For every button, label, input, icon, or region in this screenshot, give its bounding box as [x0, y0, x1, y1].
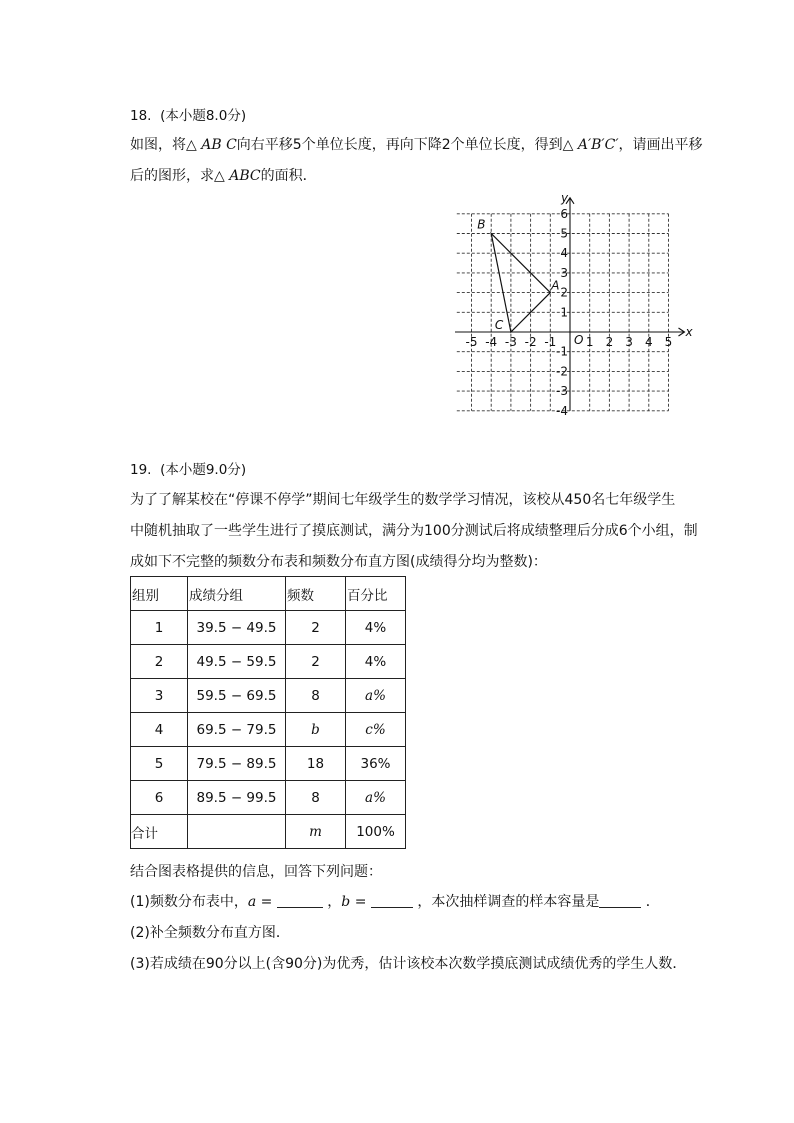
- q18-text1a: 如图，将: [130, 137, 186, 153]
- table-header-cell: 频数: [286, 577, 346, 611]
- table-cell: 8: [286, 781, 346, 815]
- table-cell: 4%: [346, 645, 406, 679]
- q18-abc2: A′B′C′: [577, 137, 619, 153]
- table-cell: 2: [286, 645, 346, 679]
- x-tick-label: 2: [605, 335, 614, 349]
- table-header-cell: 成绩分组: [188, 577, 286, 611]
- q18-text1b: 向右平移5个单位长度，再向下降2个单位长度，得到: [236, 137, 563, 153]
- y-axis-label: y: [561, 190, 569, 205]
- y-tick-label: 6: [560, 206, 568, 221]
- point-label-a: A: [551, 278, 560, 293]
- table-header-cell: 百分比: [346, 577, 406, 611]
- q18-header: [130, 104, 246, 124]
- q18-line2: [130, 165, 317, 185]
- y-tick-label: 4: [560, 246, 568, 261]
- table-cell: 100%: [346, 815, 406, 849]
- sub1-prefix: (1)频数分布表中，: [130, 894, 248, 910]
- table-total-row: [131, 815, 406, 849]
- q18-tri3: △: [214, 168, 225, 184]
- table-cell: b: [286, 713, 346, 747]
- table-cell: 36%: [346, 747, 406, 781]
- table-cell: a%: [346, 781, 406, 815]
- table-cell: 1: [131, 611, 188, 645]
- table-cell: 79.5 − 89.5: [188, 747, 286, 781]
- table-row: [131, 645, 406, 679]
- table-cell: 2: [286, 611, 346, 645]
- table-cell: 89.5 − 99.5: [188, 781, 286, 815]
- table-row: [131, 611, 406, 645]
- q19-score: (本小题9.0分): [160, 462, 247, 478]
- q19-lead: 结合图表格提供的信息，回答下列问题：: [130, 864, 382, 880]
- table-header-row: [131, 577, 406, 611]
- table-row: [131, 679, 406, 713]
- table-cell: 4%: [346, 611, 406, 645]
- q19-para1: 为了了解某校在“停课不停学”期间七年级学生的数学学习情况，该校从450名七年级学生: [130, 492, 676, 508]
- frequency-table: [130, 576, 406, 849]
- x-axis-label: x: [685, 325, 693, 339]
- table-row: [131, 713, 406, 747]
- table-cell: 39.5 − 49.5: [188, 611, 286, 645]
- table-cell: 49.5 − 59.5: [188, 645, 286, 679]
- x-tick-label: 5: [664, 335, 673, 349]
- answer-blank-a[interactable]: [277, 893, 323, 908]
- q18-tri2: △: [562, 137, 574, 153]
- table-cell: a%: [346, 679, 406, 713]
- table-row: [131, 781, 406, 815]
- sub1-mid: ，本次抽样调查的样本容量是: [412, 894, 600, 910]
- point-label-c: C: [494, 318, 504, 332]
- answer-blank-sample[interactable]: [599, 893, 641, 908]
- y-tick-label: -2: [556, 364, 568, 379]
- eq-sign: =: [350, 894, 371, 910]
- eq-sign: =: [256, 894, 277, 910]
- y-tick-label: 2: [560, 285, 568, 300]
- coordinate-grid-figure: [455, 184, 700, 424]
- table-cell: 4: [131, 713, 188, 747]
- q18-abc3: ABC: [229, 168, 261, 184]
- table-header-cell: 组别: [131, 577, 188, 611]
- table-cell: 6: [131, 781, 188, 815]
- q19-para2: 中随机抽取了一些学生进行了摸底测试，满分为100分测试后将成绩整理后分成6个小组，制: [130, 523, 698, 539]
- table-cell: 2: [131, 645, 188, 679]
- q19-sub2: (2)补全频数分布直方图．: [130, 925, 290, 941]
- x-tick-label: 1: [585, 335, 594, 349]
- x-tick-label: 3: [625, 335, 633, 349]
- axes: [455, 198, 685, 411]
- x-tick-label: 4: [644, 335, 653, 349]
- q18-score: (本小题8.0分): [160, 108, 247, 124]
- table-cell: m: [286, 815, 346, 849]
- q18-line1: [130, 134, 703, 154]
- table-cell: 69.5 − 79.5: [188, 713, 286, 747]
- var-a: a: [247, 894, 257, 910]
- q19-sub3: (3)若成绩在90分以上(含90分)为优秀，估计该校本次数学摸底测试成绩优秀的学生人数．: [130, 956, 687, 972]
- table-cell: c%: [346, 713, 406, 747]
- table-cell: 59.5 − 69.5: [188, 679, 286, 713]
- q19-para3: 成如下不完整的频数分布表和频数分布直方图(成绩得分均为整数)：: [130, 554, 547, 570]
- y-tick-label: -4: [556, 403, 568, 418]
- table-row: [131, 747, 406, 781]
- q18-text1c: ，请画出平移: [618, 137, 703, 153]
- var-b: b: [341, 894, 351, 910]
- x-tick-label: -2: [524, 335, 537, 349]
- q18-tri1: △: [186, 137, 197, 153]
- point-label-b: B: [477, 217, 486, 232]
- answer-blank-b[interactable]: [371, 893, 413, 908]
- q19-sub1: [130, 891, 660, 911]
- y-tick-label: 3: [560, 265, 568, 280]
- q18-text2a: 后的图形，求: [130, 168, 214, 184]
- y-tick-label: -1: [556, 344, 568, 359]
- sub1-sep: ，: [322, 894, 342, 910]
- origin-label: O: [574, 333, 584, 347]
- table-cell: 5: [131, 747, 188, 781]
- table-cell: 3: [131, 679, 188, 713]
- y-tick-label: 5: [560, 226, 568, 241]
- x-tick-label: -5: [465, 335, 478, 349]
- table-cell: 18: [286, 747, 346, 781]
- q18-text2b: 的面积．: [260, 168, 317, 184]
- table-cell: 8: [286, 679, 346, 713]
- q19-header: [130, 458, 246, 478]
- q19-number: 19.: [130, 462, 152, 478]
- sub1-end: ．: [641, 894, 660, 910]
- y-tick-label: -3: [556, 384, 568, 399]
- q18-number: 18.: [130, 108, 152, 124]
- table-cell: [188, 815, 286, 849]
- x-tick-label: -3: [504, 335, 517, 349]
- y-tick-label: 1: [560, 305, 568, 320]
- table-cell: 合计: [131, 815, 188, 849]
- x-tick-label: -1: [544, 335, 557, 349]
- q18-abc1: AB C: [201, 137, 237, 153]
- x-tick-label: -4: [485, 335, 498, 349]
